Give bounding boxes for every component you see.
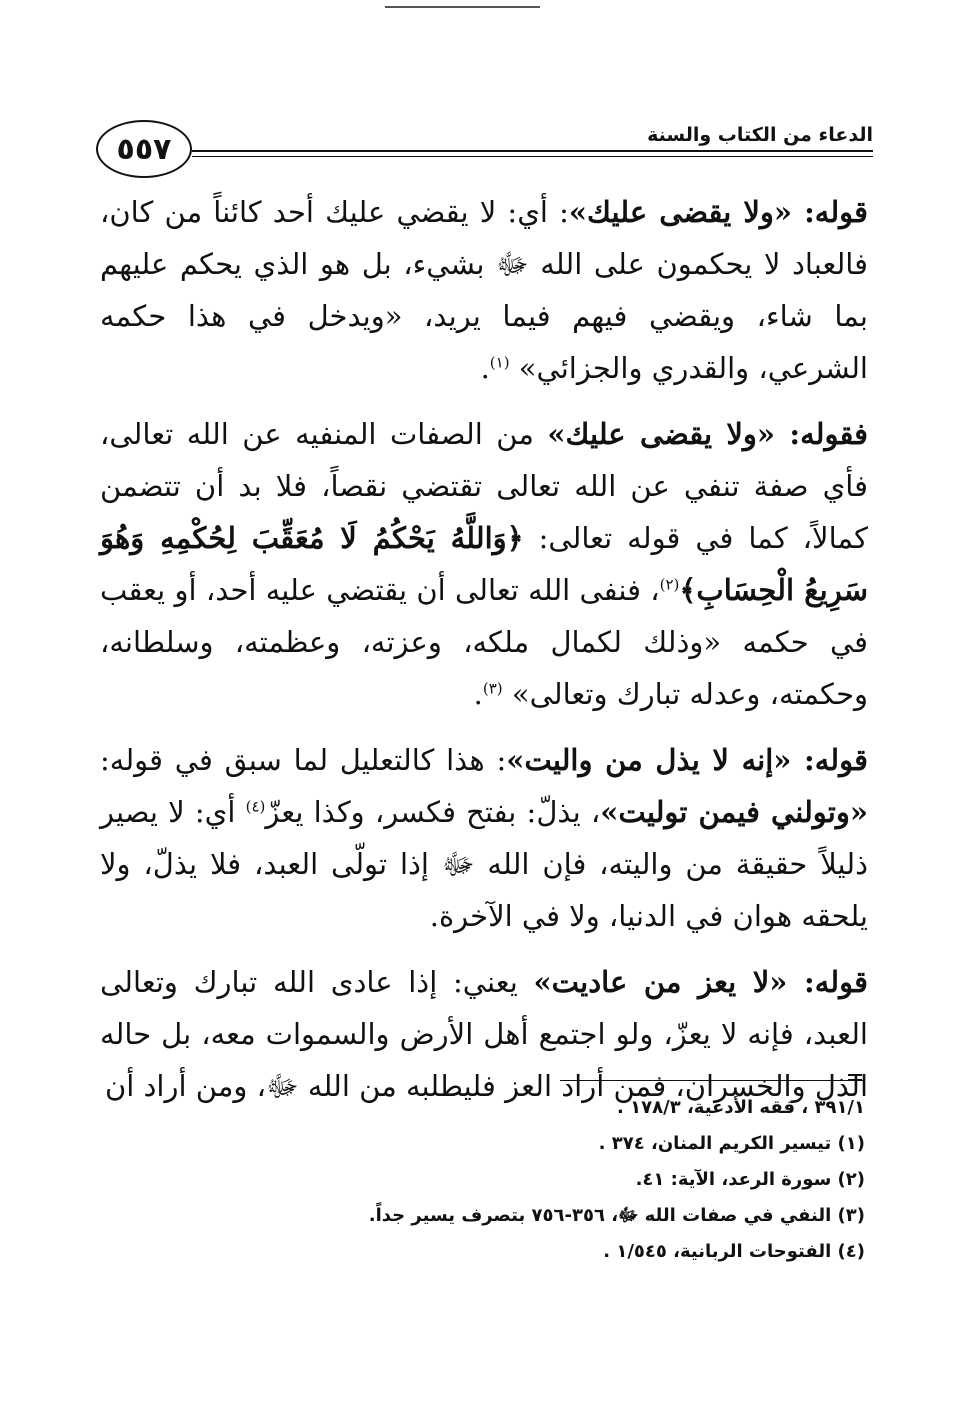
- paragraph-3-lead: قوله: «إنه لا يذل من واليت»: [506, 743, 868, 777]
- paragraph-2-tail: ، فنفى الله تعالى أن يقتضي عليه أحد، أو يعقب في حكمه «وذلك لكمال ملكه، وعزته، وعظمته، وسلطانه، وحكمته، وعدله تبارك وتعالى»: [100, 573, 868, 711]
- footnote-separator: [560, 1080, 863, 1081]
- quran-verse: ﴿وَاللَّهُ يَحْكُمُ لَا مُعَقِّبَ لِحُكْمِهِ وَهُوَ سَرِيعُ الْحِسَابِ﴾: [100, 521, 868, 607]
- paragraph-2-lead: فقوله: «ولا يقضى عليك»: [547, 417, 868, 451]
- footnote-2: (٢) سورة الرعد، الآية: ٤١.: [635, 1169, 865, 1190]
- paragraph-1: [100, 186, 868, 394]
- paragraph-4-text: يعني: إذا عادى الله تبارك وتعالى العبد، فإنه لا يعزّ، ولو اجتمع أهل الأرض والسموات معه، بل حاله الذل والخسران، فمن أراد العز فليطلبه من الله ﷻ، ومن أراد أن: [100, 965, 868, 1103]
- paragraph-2: [100, 408, 868, 720]
- paragraph-4-lead: قوله: «لا يعز من عاديت»: [533, 965, 868, 999]
- paragraph-2-ref: (٢): [659, 575, 680, 594]
- main-text: [100, 186, 868, 1126]
- paragraph-3: [100, 734, 868, 942]
- page-header: [96, 120, 873, 176]
- header-title: الدعاء من الكتاب والسنة: [641, 124, 873, 146]
- paragraph-3-text2: ، يذلّ: بفتح فكسر، وكذا يعزّ: [265, 795, 601, 829]
- paragraph-1-lead: قوله: «ولا يقضى عليك»: [568, 195, 869, 229]
- top-margin-mark: [385, 6, 540, 8]
- paragraph-3-ref: (٤): [245, 797, 266, 816]
- paragraph-1-tail: .: [480, 351, 490, 385]
- paragraph-2-ref2: (٣): [482, 679, 503, 698]
- paragraph-3-tail: أي: لا يصير ذليلاً حقيقة من واليته، فإن الله ﷻ إذا تولّى العبد، فلا يذلّ، ولا يلحقه هوان في الدنيا، ولا في الآخرة.: [100, 795, 868, 933]
- paragraph-4: [100, 956, 868, 1112]
- paragraph-1-ref: (١): [489, 353, 510, 372]
- footnote-continuation-mark: [848, 1074, 862, 1081]
- footnotes: [300, 1090, 865, 1270]
- footnote-continued: ٣٩١/١ ، فقه الأدعية، ١٧٨/٣ .: [617, 1097, 865, 1118]
- page-number: ٥٥٧: [96, 120, 192, 178]
- paragraph-1-text: : أي: لا يقضي عليك أحد كائناً من كان، فالعباد لا يحكمون على الله ﷻ بشيء، بل هو الذي يحكم عليهم بما شاء، ويقضي فيهم فيما يريد، «ويدخل في هذا حكمه الشرعي، والقدري والجزائي»: [100, 195, 868, 385]
- paragraph-3-text: : هذا كالتعليل لما سبق في قوله:: [100, 743, 507, 777]
- paragraph-2-text: من الصفات المنفيه عن الله تعالى، فأي صفة تنفي عن الله تعالى تقتضي نقصاً، فلا بد أن تتضمن كمالاً، كما في قوله تعالى:: [100, 417, 868, 555]
- footnote-4: (٤) الفتوحات الربانية، ١/٥٤٥ .: [603, 1241, 865, 1262]
- footnote-3: (٣) النفي في صفات الله ﷻ، ٣٥٦-٧٥٦ بتصرف يسير جداً.: [368, 1205, 865, 1226]
- paragraph-3-lead2: «وتولني فيمن توليت»: [600, 795, 868, 829]
- header-rule: [192, 150, 873, 157]
- footnote-1: (١) تيسير الكريم المنان، ٣٧٤ .: [598, 1133, 865, 1154]
- paragraph-2-tail2: .: [473, 677, 483, 711]
